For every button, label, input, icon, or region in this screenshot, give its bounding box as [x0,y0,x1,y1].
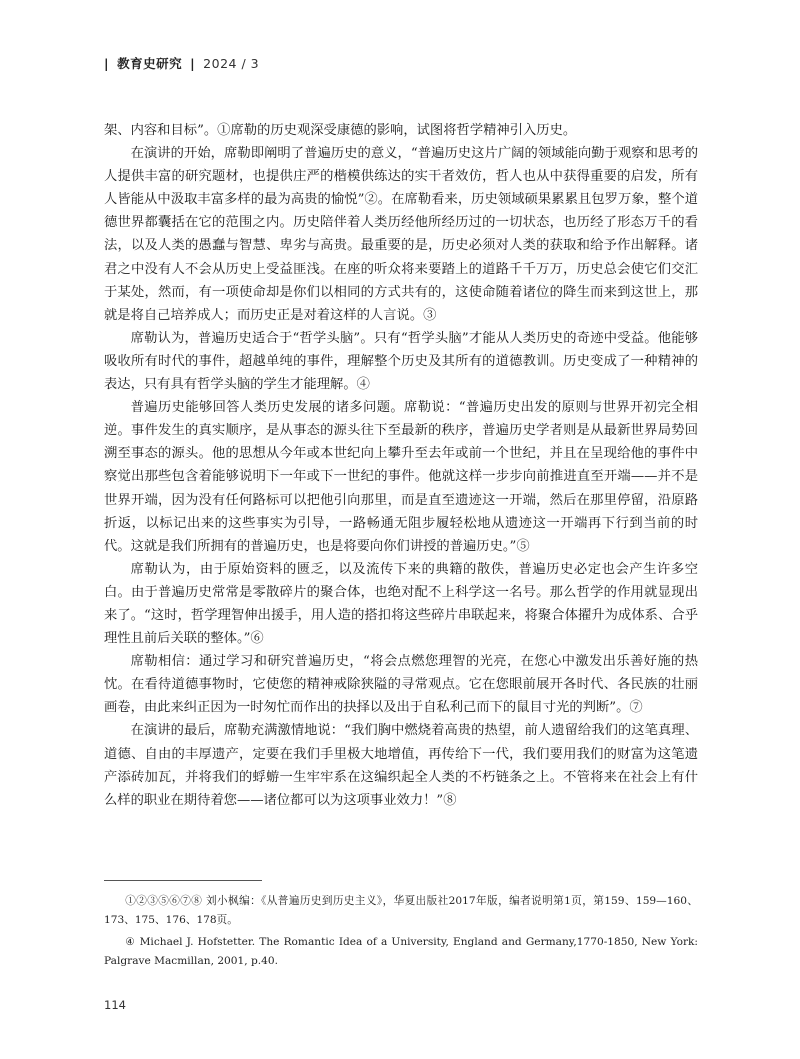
footnotes [104,892,698,974]
footnote: ①②③⑤⑥⑦⑧ 刘小枫编：《从普遍历史到历史主义》，华夏出版社2017年版，编者说明第1页，第159、159—160、173、175、176、178页。 [104,895,698,926]
paragraph: 普遍历史能够回答人类历史发展的诸多问题。席勒说：“普遍历史出发的原则与世界开初完全相逆。事件发生的真实顺序，是从事态的源头往下至最新的秩序，普遍历史学者则是从最新世界局势回溯至事态的源头。他的思想从今年或本世纪向上攀升至去年或前一个世纪，并且在呈现给他的事件中察觉出那些包含着能够说明下一年或下一世纪的事件。他就这样一步步向前推进直至开端——并不是世界开端，因为没有任何路标可以把他引向那里，而是直至遗迹这一开端，然后在那里停留，沿原路折返，以标记出来的这些事实为引导，一路畅通无阻步履轻松地从遗迹这一开端再下行到当前的时代。这就是我们所拥有的普遍历史，也是将要向你们讲授的普遍历史。”⑤ [104,400,698,554]
paragraph: 席勒相信：通过学习和研究普遍历史，“将会点燃您理智的光亮，在您心中激发出乐善好施的热忱。在看待道德事物时，它使您的精神戒除狭隘的寻常观点。它在您眼前展开各时代、各民族的壮丽画卷，由此来纠正因为一时匆忙而作出的抉择以及出于自私利己而下的鼠目寸光的判断”。⑦ [104,654,698,716]
paragraph: 席勒认为，由于原始资料的匮乏，以及流传下来的典籍的散佚，普遍历史必定也会产生许多空白。由于普遍历史常常是零散碎片的聚合体，也绝对配不上科学这一名号。那么哲学的作用就显现出来了。“这时，哲学理智伸出援手，用人造的搭扣将这些碎片串联起来，将聚合体擢升为成体系、合乎理性且前后关联的整体。”⑥ [104,561,698,647]
header-bar-right: | [190,55,196,71]
header-bar-left: | [104,55,110,71]
footnote-divider [104,880,262,881]
journal-title: 教育史研究 [117,56,183,71]
paragraph: 席勒认为，普遍历史适合于“哲学头脑”。只有“哲学头脑”才能从人类历史的奇迹中受益。他能够吸收所有时代的事件，超越单纯的事件，理解整个历史及其所有的道德教训。历史变成了一种精神的表达，只有具有哲学头脑的学生才能理解。④ [104,330,698,393]
footnote: ④ Michael J. Hofstetter. The Romantic Idea of a University, England and Germany,1770-1850, New York: Palgrave Macmillan, 2001, p.40. [104,936,698,967]
issue-number: 2024 / 3 [203,55,260,71]
article-body [104,119,698,812]
paragraph: 在演讲的开始，席勒即阐明了普遍历史的意义，“普遍历史这片广阔的领域能向勤于观察和思考的人提供丰富的研究题材，也提供庄严的楷模供练达的实干者效仿，哲人也从中获得重要的启发，所有人皆能从中汲取丰富多样的最为高贵的愉悦”②。在席勒看来，历史领域硕果累累且包罗万象，整个道德世界都囊括在它的范围之内。历史陪伴着人类历经他所经历过的一切状态，也历经了形态万千的看法，以及人类的愚蠢与智慧、卑劣与高贵。最重要的是，历史必须对人类的获取和给予作出解释。诸君之中没有人不会从历史上受益匪浅。在座的听众将来要踏上的道路千千万万，历史总会使它们交汇于某处，然而，有一项使命却是你们以相同的方式共有的，这使命随着诸位的降生而来到这世上，那就是将自己培养成人；而历史正是对着这样的人言说。③ [104,146,698,323]
page-number: 114 [104,998,126,1012]
paragraph-continuation: 架、内容和目标”。①席勒的历史观深受康德的影响，试图将哲学精神引入历史。 [104,123,577,138]
running-header [104,54,259,72]
paragraph: 在演讲的最后，席勒充满激情地说：“我们胸中燃烧着高贵的热望，前人遗留给我们的这笔真理、道德、自由的丰厚遗产，定要在我们手里极大地增值，再传给下一代，我们要用我们的财富为这笔遗产添砖加瓦，并将我们的蜉蝣一生牢牢系在这编织起全人类的不朽链条之上。不管将来在社会上有什么样的职业在期待着您——诸位都可以为这项事业效力！”⑧ [104,723,698,808]
